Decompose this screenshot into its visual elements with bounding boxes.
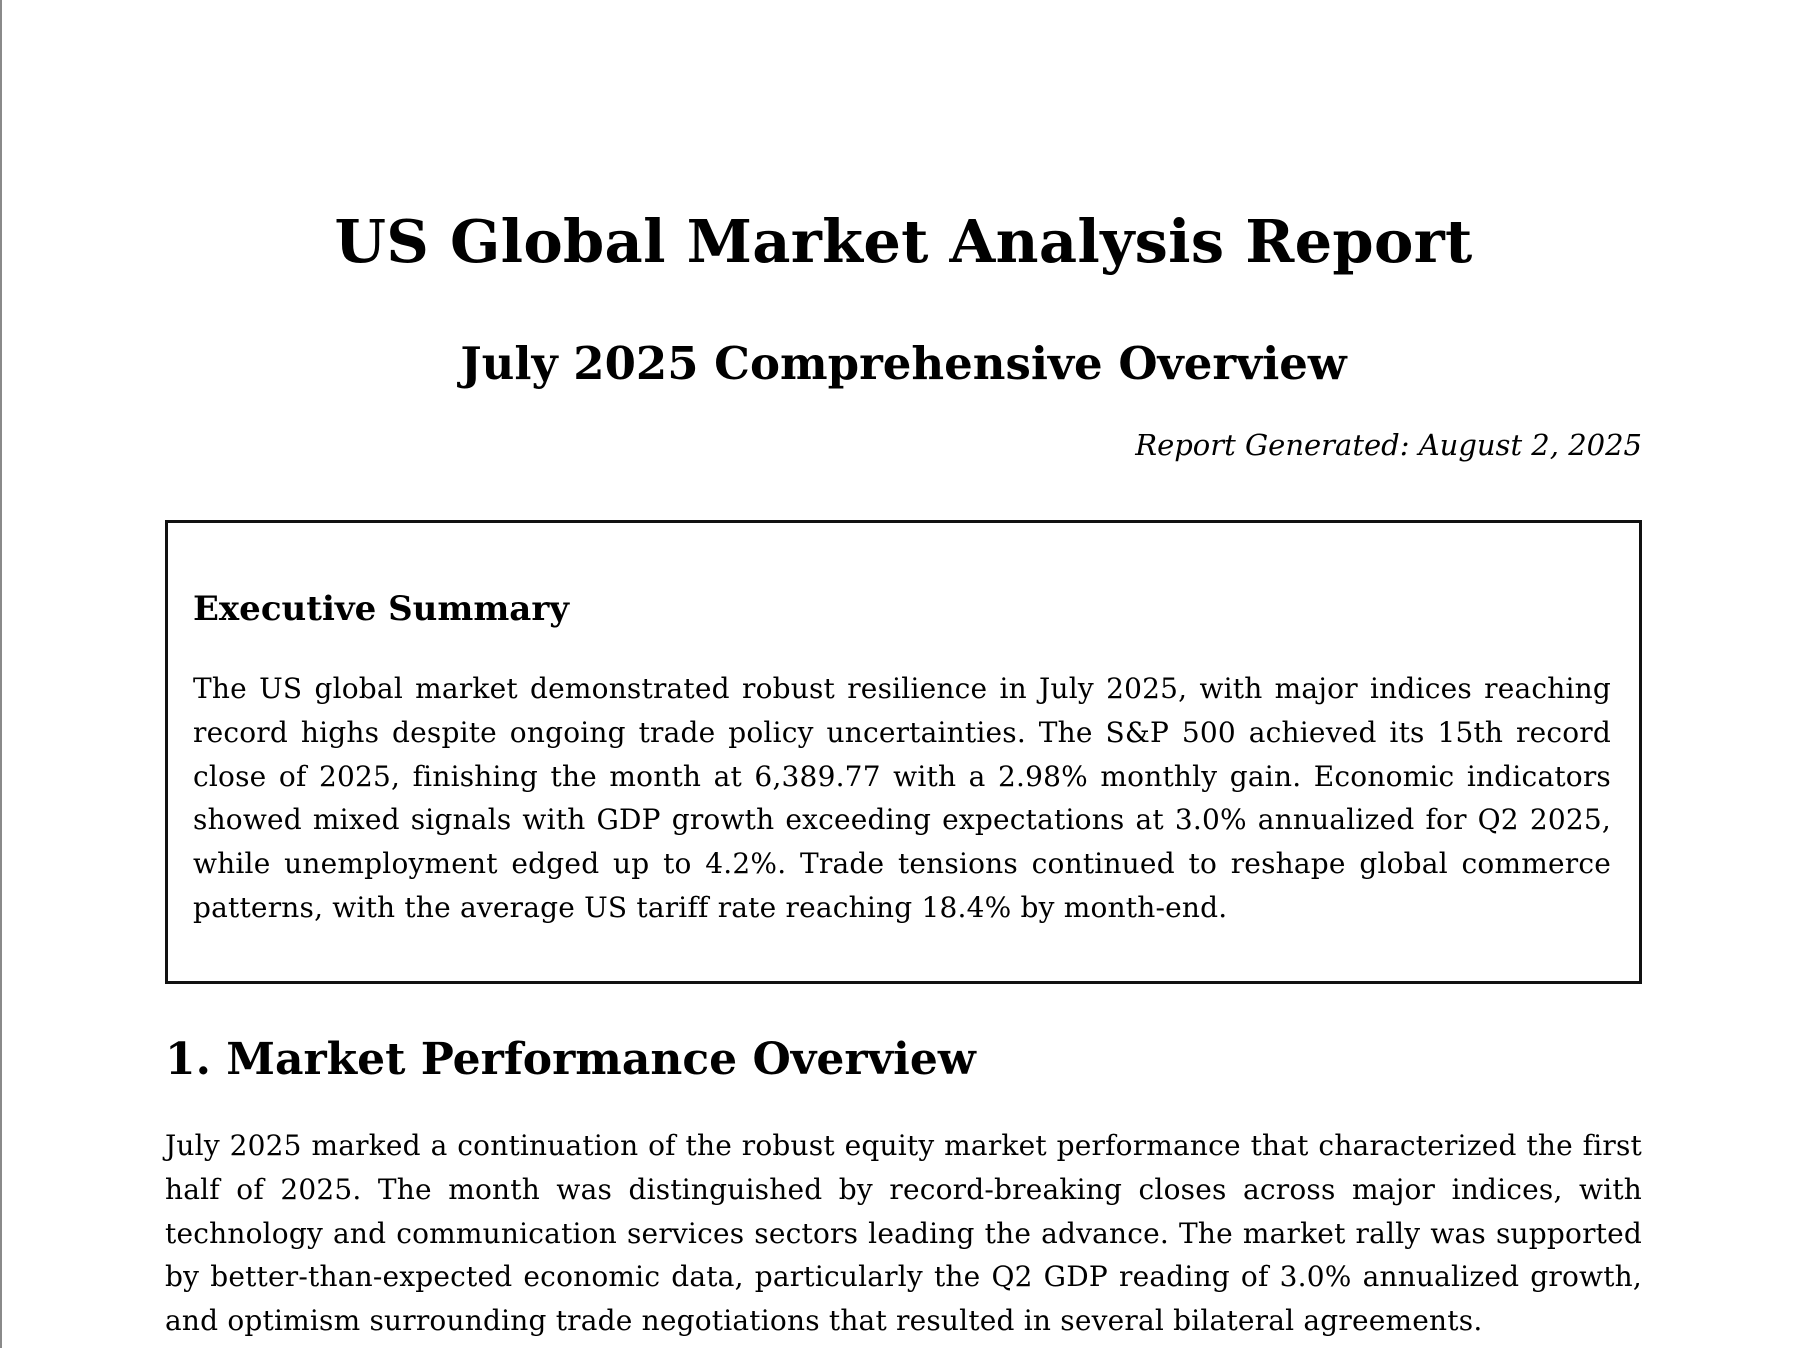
report-title: US Global Market Analysis Report [334,207,1473,276]
report-generated-date: Report Generated: August 2, 2025 [1135,428,1642,462]
page-left-edge [0,0,2,1348]
executive-summary-text: The US global market demonstrated robust resilience in July 2025, with major indices reaching record highs despite ongoing trade policy uncertainties. The S&P 500 achieved its 15th record close of 2025, finishing the month at 6,389.77 with a 2.98% monthly gain. Economic indicators showed mixed signals with GDP growth exceeding expectations at 3.0% annualized for Q2 2025, while unemployment edged up to 4.2%. Trade tensions continued to reshape global commerce patterns, with the average US tariff rate reaching 18.4% by month-end. [193,672,1611,924]
executive-summary-heading: Executive Summary [193,589,570,629]
section-paragraph-market-performance: July 2025 marked a continuation of the robust equity market performance that characterized the first half of 2025. The month was distinguished by record-breaking closes across major indices, with technology and communication services sectors leading the advance. The market rally was supported by better-than-expected economic data, particularly the Q2 GDP reading of 3.0% annualized growth, and optimism surrounding trade negotiations that resulted in several bilateral agreements. [165,1129,1642,1338]
section-heading-market-performance: 1. Market Performance Overview [165,1034,976,1085]
report-subtitle: July 2025 Comprehensive Overview [460,337,1347,390]
